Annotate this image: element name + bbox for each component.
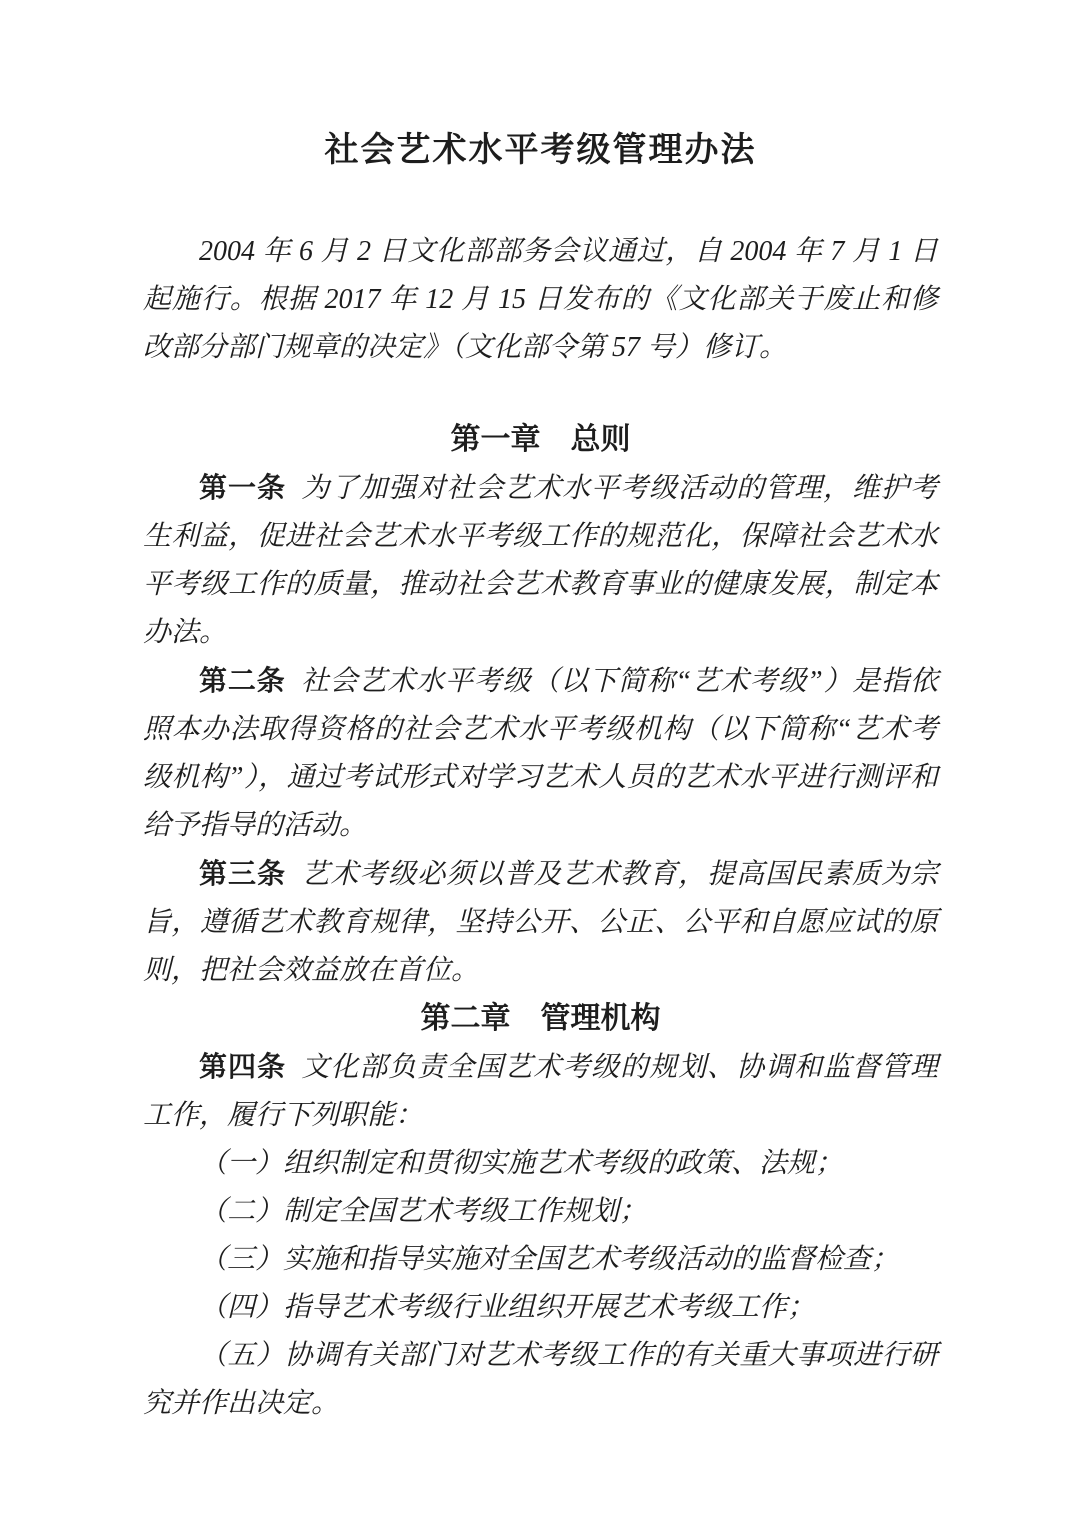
chapter-1-heading: 第一章 总则 — [450, 423, 631, 456]
article-4-label: 第四条 — [199, 1051, 286, 1082]
article-3-text: 艺术考级必须以普及艺术教育，提高国民素质为宗旨，遵循艺术教育规律，坚持公开、公正、公平和自愿应试的原则，把社会效益放在首位。 — [143, 859, 938, 986]
chapter-2-heading: 第二章 管理机构 — [420, 1002, 661, 1035]
article-2-label: 第二条 — [199, 665, 286, 696]
article-4-text: 文化部负责全国艺术考级的规划、协调和监督管理工作，履行下列职能： — [143, 1052, 938, 1131]
preamble-paragraph: 2004 年 6 月 2 日文化部部务会议通过，自 2004 年 7 月 1 日起施行。根据 2017 年 12 月 15 日发布的《文化部关于废止和修改部分部门规章的决定》（文化部令第 57 号）修订。 — [143, 236, 938, 363]
article-1-label: 第一条 — [199, 472, 286, 503]
article-1-paragraph — [143, 464, 938, 657]
article-1-text: 为了加强对社会艺术水平考级活动的管理，维护考生利益，促进社会艺术水平考级工作的规范化，保障社会艺术水平考级工作的质量，推动社会艺术教育事业的健康发展，制定本办法。 — [143, 473, 938, 648]
article-2-paragraph — [143, 657, 938, 850]
article-2-text: 社会艺术水平考级（以下简称“艺术考级”）是指依照本办法取得资格的社会艺术水平考级机构（以下简称“艺术考级机构”），通过考试形式对学习艺术人员的艺术水平进行测评和给予指导的活动。 — [143, 666, 938, 841]
article-3-paragraph — [143, 850, 938, 995]
article-4-item-2: （二）制定全国艺术考级工作规划； — [199, 1196, 648, 1227]
document-title: 社会艺术水平考级管理办法 — [324, 132, 757, 169]
article-4-item-5: （五）协调有关部门对艺术考级工作的有关重大事项进行研究并作出决定。 — [143, 1340, 938, 1419]
article-4-item-4: （四）指导艺术考级行业组织开展艺术考级工作； — [199, 1292, 816, 1323]
article-4-paragraph — [143, 1043, 938, 1140]
article-3-label: 第三条 — [199, 858, 286, 889]
article-4-item-3: （三）实施和指导实施对全国艺术考级活动的监督检查； — [199, 1244, 900, 1275]
article-4-item-1: （一）组织制定和贯彻实施艺术考级的政策、法规； — [199, 1148, 844, 1179]
